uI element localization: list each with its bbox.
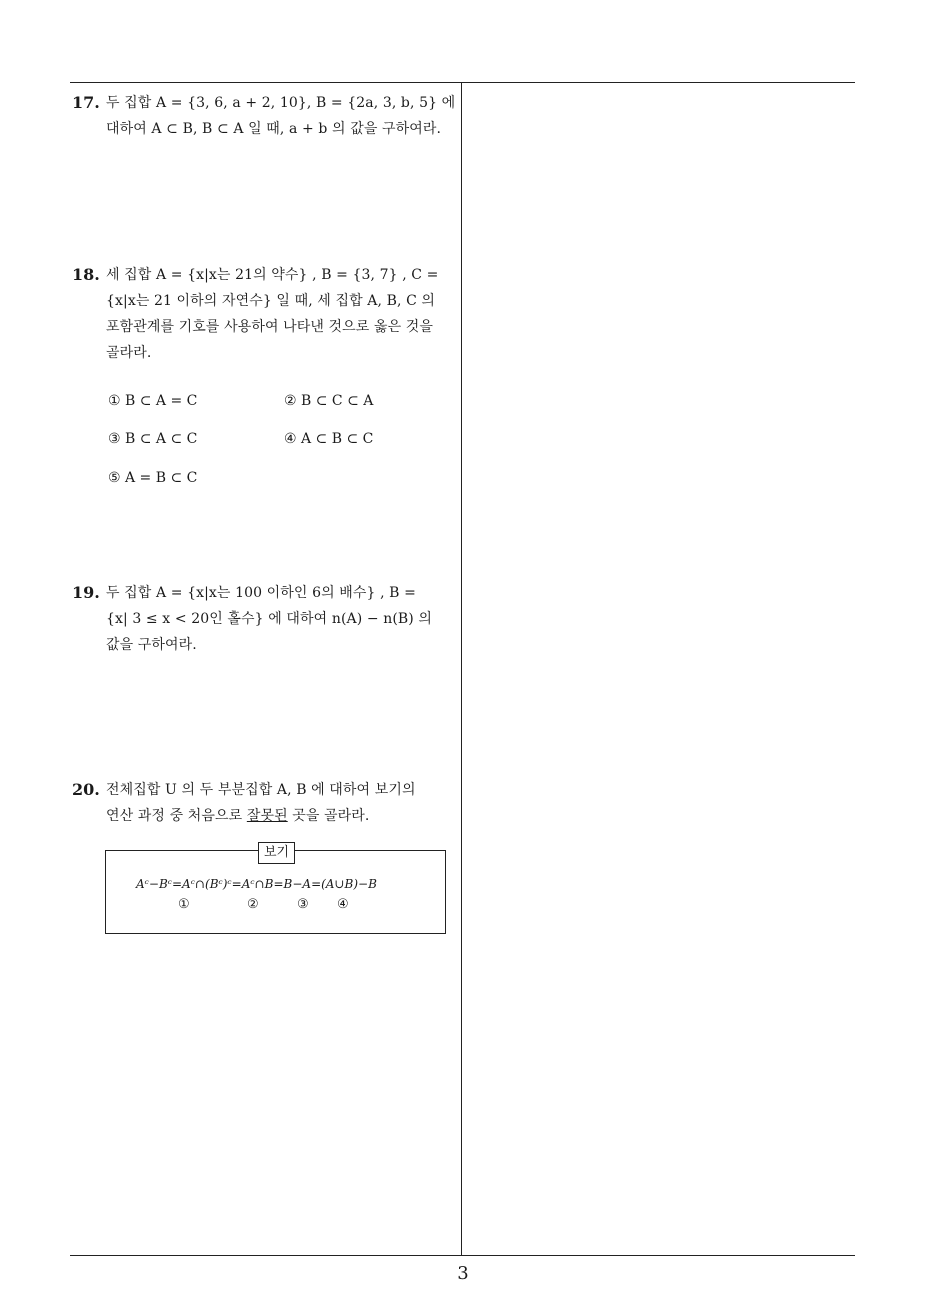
problem-text-line: 두 집합 A = {3, 6, a + 2, 10}, B = {2a, 3, b, 5} 에 xyxy=(106,95,456,111)
problem-number: 18. xyxy=(72,265,100,284)
bogi-label: 보기 xyxy=(258,842,295,864)
step-mark-3[interactable]: ③ xyxy=(297,897,309,912)
choice-1[interactable]: ① B ⊂ A = C xyxy=(108,393,198,409)
bogi-expression: Aᶜ−Bᶜ=Aᶜ∩(Bᶜ)ᶜ=Aᶜ∩B=B−A=(A∪B)−B xyxy=(136,877,377,891)
problem-text-line: 대하여 A ⊂ B, B ⊂ A 일 때, a + b 의 값을 구하여라. xyxy=(106,121,442,137)
choice-4[interactable]: ④ A ⊂ B ⊂ C xyxy=(284,431,374,447)
problem-text-line: 골라라. xyxy=(106,345,152,361)
top-rule xyxy=(70,82,855,83)
problem-text-line: 전체집합 U 의 두 부분집합 A, B 에 대하여 보기의 xyxy=(106,782,416,798)
column-divider xyxy=(461,82,462,1256)
problem-text-line: {x|x는 21 이하의 자연수} 일 때, 세 집합 A, B, C 의 xyxy=(106,293,436,309)
bogi-box xyxy=(105,845,446,934)
problem-20 xyxy=(72,777,456,829)
step-mark-4[interactable]: ④ xyxy=(337,897,349,912)
choice-3[interactable]: ③ B ⊂ A ⊂ C xyxy=(108,431,198,447)
bottom-rule xyxy=(70,1255,855,1256)
problem-text-line: 세 집합 A = {x|x는 21의 약수} , B = {3, 7} , C = xyxy=(106,267,439,283)
problem-text-line xyxy=(106,803,456,829)
problem-number: 17. xyxy=(72,93,100,112)
choice-5[interactable]: ⑤ A = B ⊂ C xyxy=(108,470,198,486)
problem-text-segment: 연산 과정 중 처음으로 xyxy=(106,808,247,824)
problem-text-segment: 곳을 골라라. xyxy=(287,808,370,824)
choice-2[interactable]: ② B ⊂ C ⊂ A xyxy=(284,393,374,409)
page-number: 3 xyxy=(457,1263,469,1284)
underlined-keyword: 잘못된 xyxy=(246,808,288,824)
problem-number: 19. xyxy=(72,583,100,602)
problem-text-line: 포함관계를 기호를 사용하여 나타낸 것으로 옳은 것을 xyxy=(106,319,434,335)
problem-number: 20. xyxy=(72,780,100,799)
bogi-step-marks xyxy=(106,897,445,917)
problem-text-line: 값을 구하여라. xyxy=(106,637,197,653)
problem-19 xyxy=(72,580,456,658)
problem-17 xyxy=(72,90,456,142)
step-mark-2[interactable]: ② xyxy=(247,897,259,912)
problem-text-line: {x| 3 ≤ x < 20인 홀수} 에 대하여 n(A) − n(B) 의 xyxy=(106,611,433,627)
step-mark-1[interactable]: ① xyxy=(178,897,190,912)
problem-18 xyxy=(72,262,456,366)
problem-text-line: 두 집합 A = {x|x는 100 이하인 6의 배수} , B = xyxy=(106,585,416,601)
